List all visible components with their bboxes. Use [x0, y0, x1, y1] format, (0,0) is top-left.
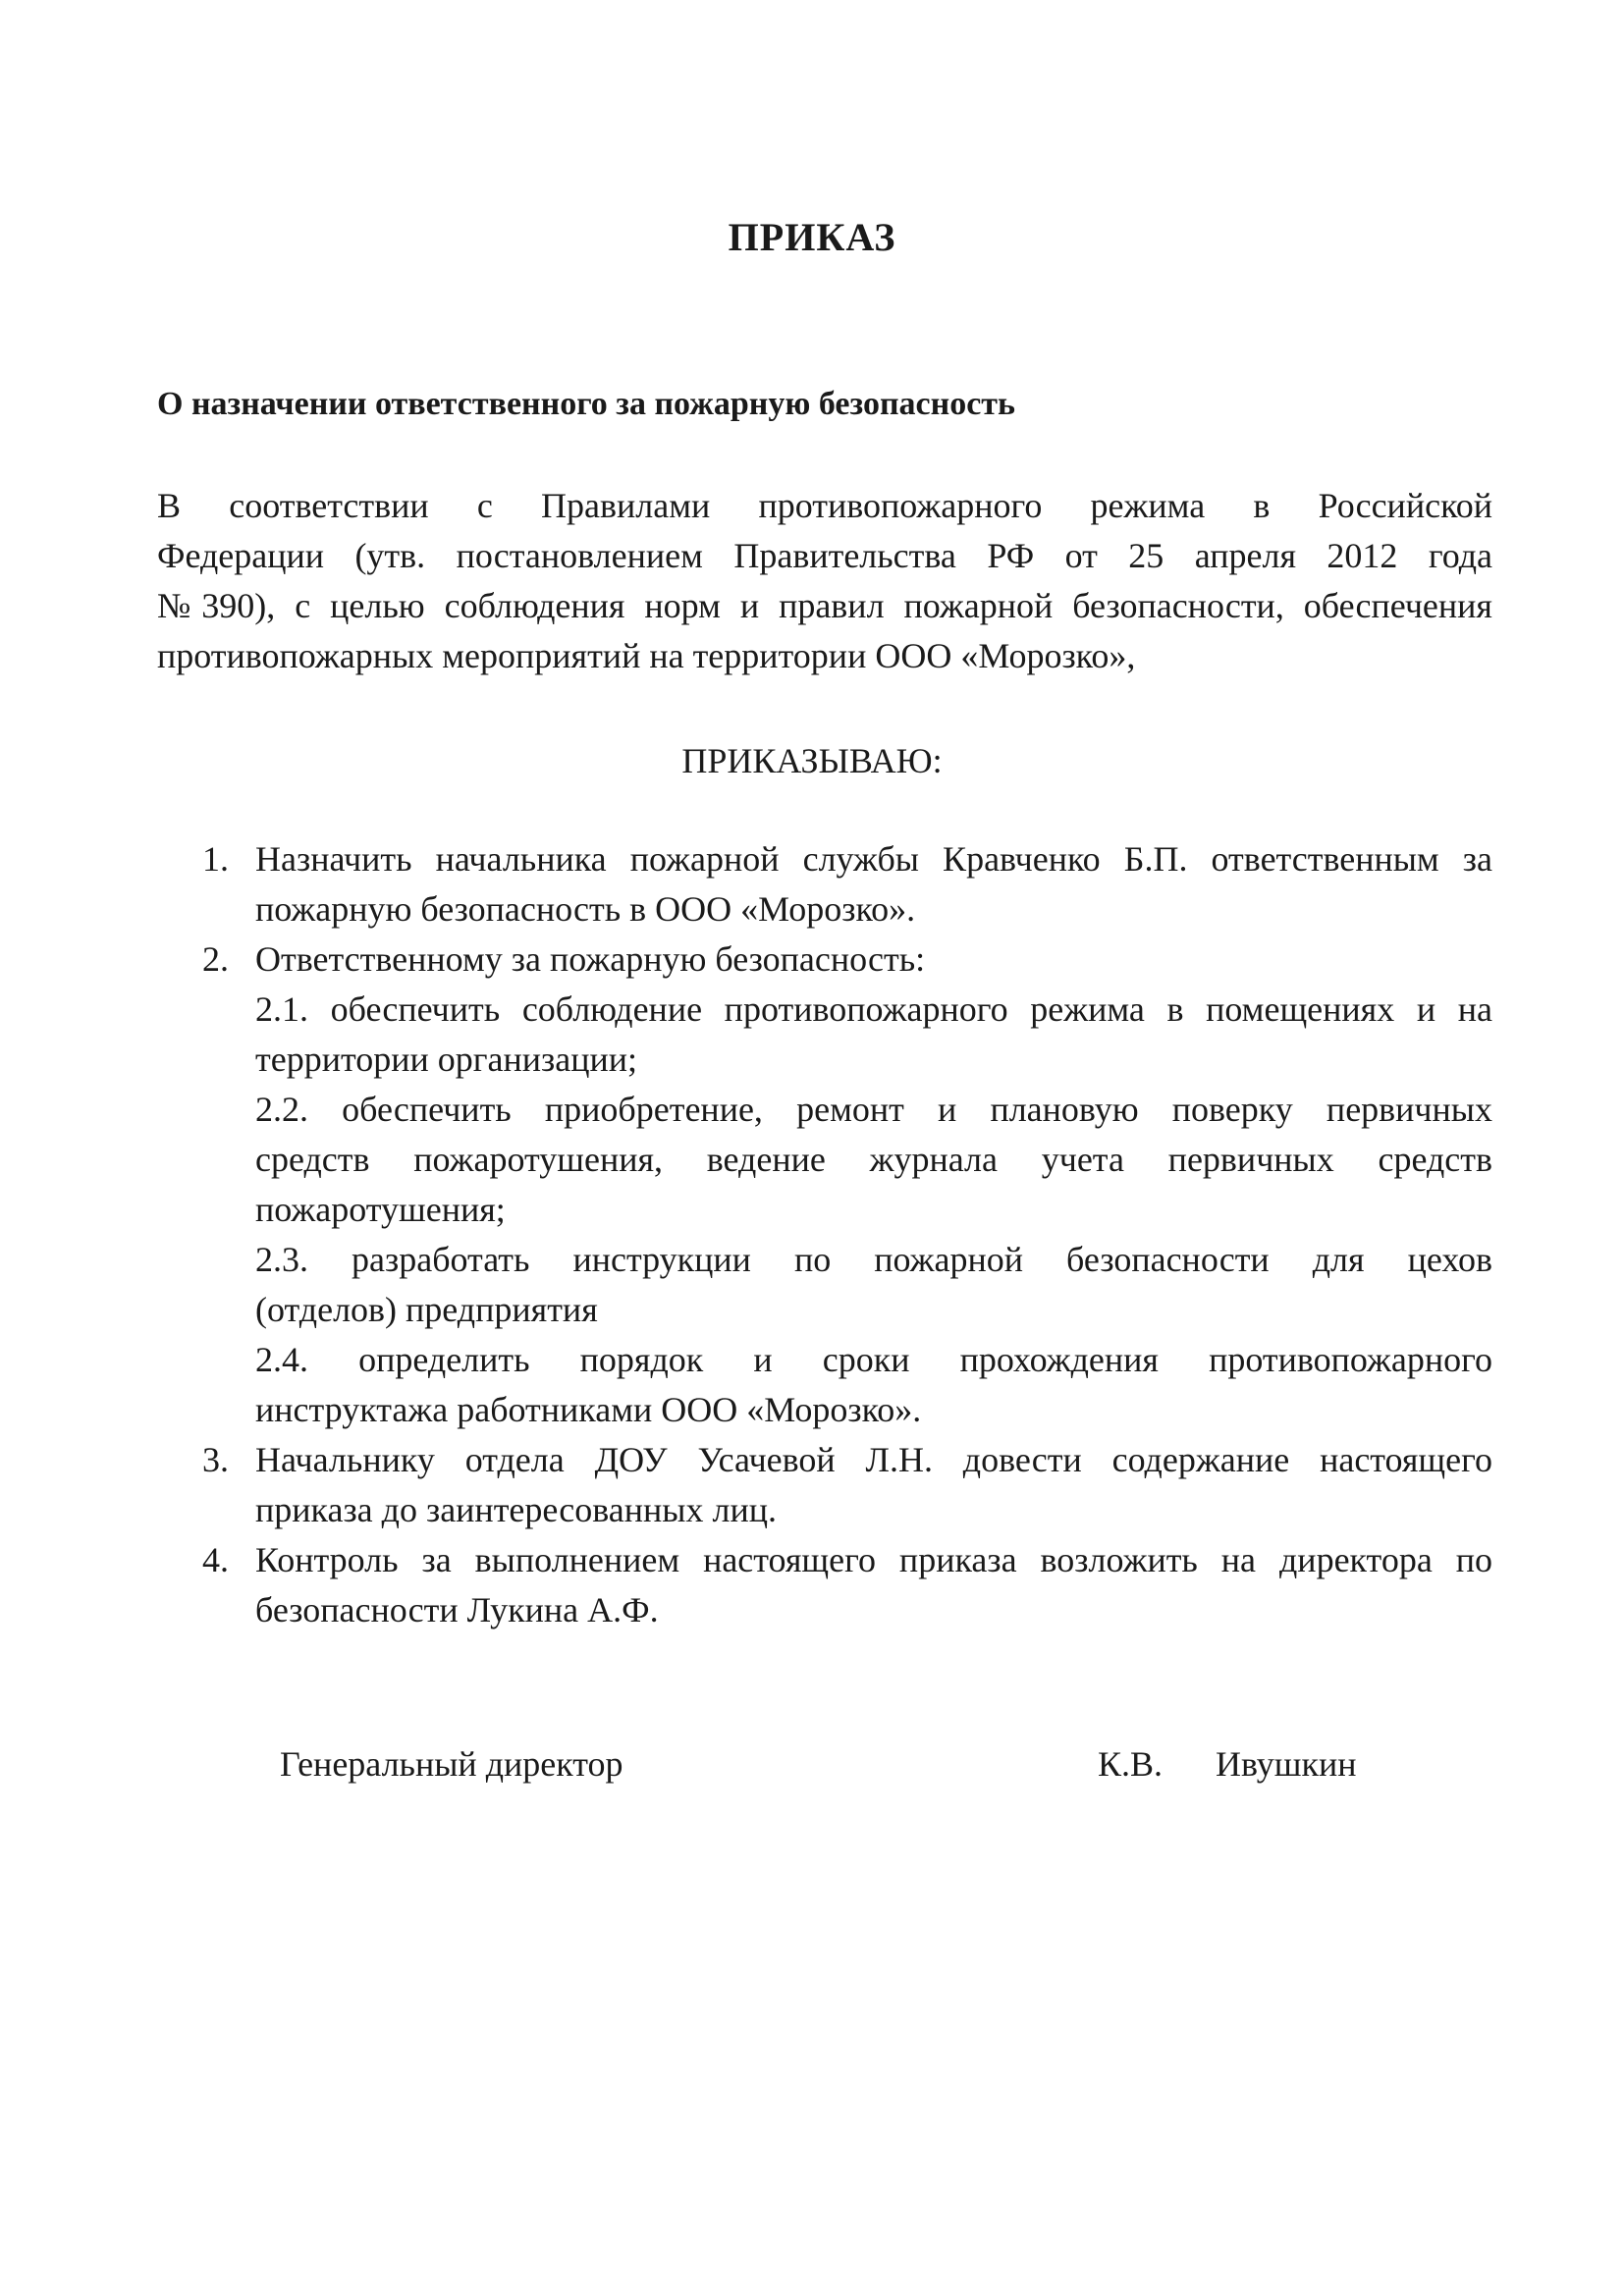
subitem-line: (отделов) предприятия: [255, 1290, 598, 1329]
item-number: 1.: [202, 839, 229, 879]
subitem-2-4: [157, 1335, 1492, 1435]
subitem-line: 2.2. обеспечить приобретение, ремонт и плановую поверку первичных: [255, 1090, 1492, 1129]
item-text: [255, 1435, 1492, 1535]
signatory-surname: Ивушкин: [1216, 1744, 1357, 1784]
subitem-line: инструктажа работниками ООО «Морозко».: [255, 1390, 922, 1429]
subitem-line: пожаротушения;: [255, 1190, 506, 1229]
item-number: 2.: [202, 939, 229, 979]
item-text: [255, 934, 1492, 985]
item-text: [255, 834, 1492, 934]
item-line: Назначить начальника пожарной службы Кравченко Б.П. ответственным за: [255, 839, 1492, 879]
item-line: пожарную безопасность в ООО «Морозко».: [255, 889, 916, 929]
preamble-line: противопожарных мероприятий на территории ООО «Морозко»,: [157, 636, 1136, 675]
subitem-line: 2.3. разработать инструкции по пожарной безопасности для цехов: [255, 1240, 1492, 1279]
order-item-3: [157, 1435, 1492, 1535]
preamble-line: В соответствии с Правилами противопожарного режима в Российской: [157, 486, 1492, 525]
subitem-2-1: [157, 985, 1492, 1085]
item-line: Начальнику отдела ДОУ Усачевой Л.Н. довести содержание настоящего: [255, 1440, 1492, 1479]
document-subject: О назначении ответственного за пожарную безопасность: [157, 386, 1015, 422]
subitem-line: средств пожаротушения, ведение журнала учета первичных средств: [255, 1140, 1492, 1179]
subitem-line: 2.1. обеспечить соблюдение противопожарного режима в помещениях и на: [255, 989, 1492, 1029]
preamble-line: Федерации (утв. постановлением Правительства РФ от 25 апреля 2012 года: [157, 536, 1492, 575]
order-item-2: [157, 934, 1492, 985]
order-item-4: [157, 1535, 1492, 1635]
signatory-initials: К.В.: [1098, 1744, 1164, 1784]
item-line: приказа до заинтересованных лиц.: [255, 1490, 777, 1529]
subitem-line: территории организации;: [255, 1040, 638, 1079]
signatory-position: Генеральный директор: [280, 1744, 623, 1784]
order-heading: ПРИКАЗЫВАЮ:: [681, 741, 943, 780]
subitem-2-3: [157, 1235, 1492, 1335]
subitem-2-2: [157, 1085, 1492, 1235]
item-number: 3.: [202, 1440, 229, 1479]
subitem-line: 2.4. определить порядок и сроки прохождения противопожарного: [255, 1340, 1492, 1379]
preamble-paragraph: [157, 481, 1492, 681]
item-line: Контроль за выполнением настоящего приказа возложить на директора по: [255, 1540, 1492, 1579]
document-title: ПРИКАЗ: [728, 215, 896, 259]
order-item-1: [157, 834, 1492, 934]
item-line: безопасности Лукина А.Ф.: [255, 1590, 659, 1629]
preamble-line: №390), с целью соблюдения норм и правил пожарной безопасности, обеспечения: [157, 586, 1492, 625]
item-text: [255, 1535, 1492, 1635]
item-number: 4.: [202, 1540, 229, 1579]
order-items-list: [157, 834, 1492, 1635]
item-line: Ответственному за пожарную безопасность:: [255, 939, 926, 979]
